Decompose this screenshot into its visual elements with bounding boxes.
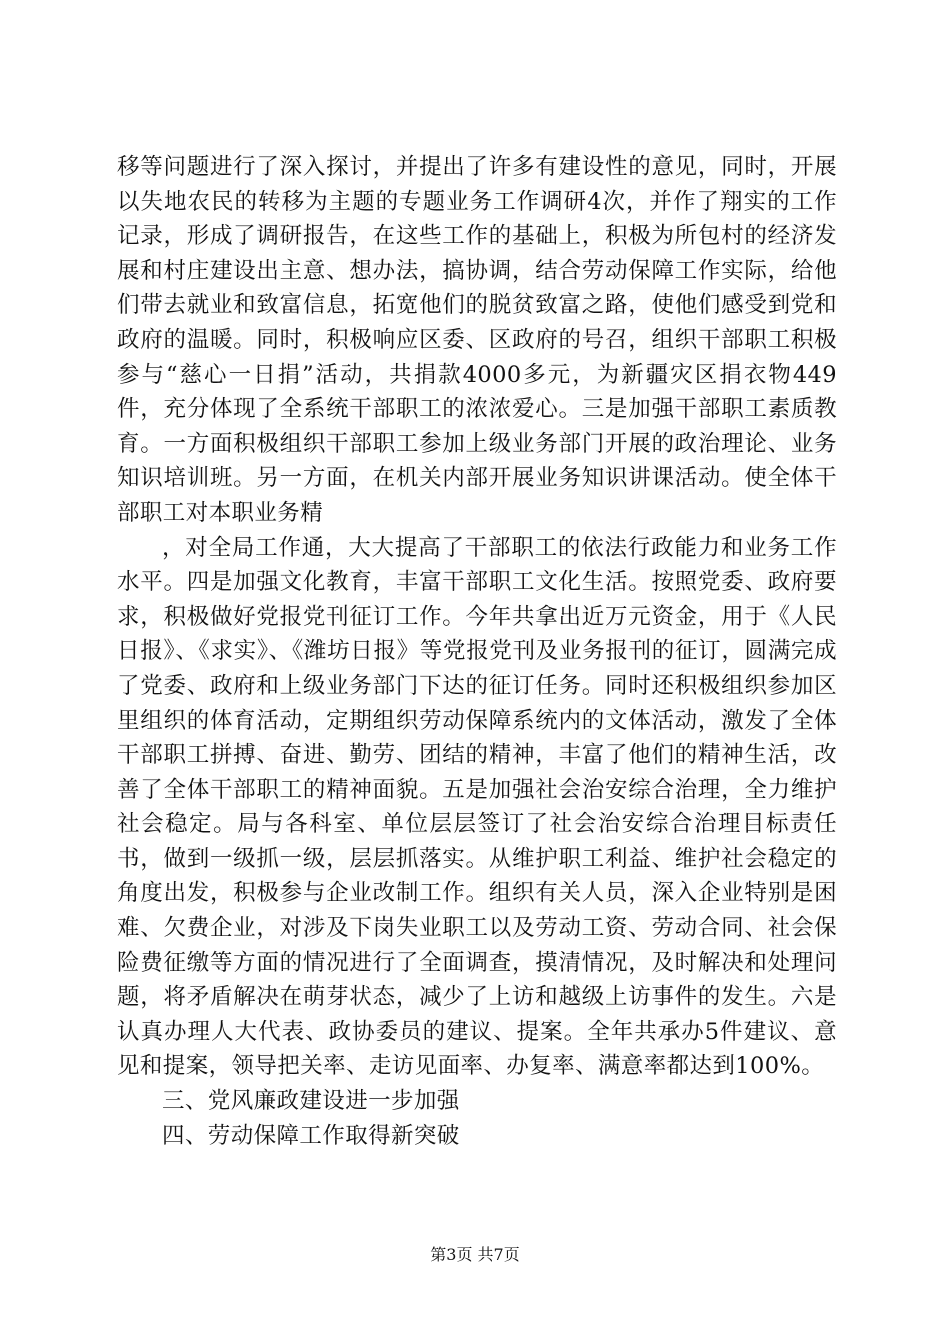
section-heading-3: 三、党风廉政建设进一步加强: [162, 1088, 460, 1115]
document-body: [117, 150, 837, 1153]
page-number: 第3页 共7页: [430, 1245, 520, 1264]
paragraph-continuation: 移等问题进行了深入探讨，并提出了许多有建设性的意见，同时，开展以失地农民的转移为主题的专题业务工作调研4次，并作了翔实的工作记录，形成了调研报告，在这些工作的基础上，积极为所包村的经济发展和村庄建设出主意、想办法，搞协调，结合劳动保障工作实际，给他们带去就业和致富信息，拓宽他们的脱贫致富之路，使他们感受到党和政府的温暖。同时，积极响应区委、区政府的号召，组织干部职工积极参与“慈心一日捐”活动，共捐款4000多元，为新疆灾区捐衣物449件，充分体现了全系统干部职工的浓浓爱心。三是加强干部职工素质教育。一方面积极组织干部职工参加上级业务部门开展的政治理论、业务知识培训班。另一方面，在机关内部开展业务知识讲课活动。使全体干部职工对本职业务精: [117, 154, 837, 526]
section-heading-4: 四、劳动保障工作取得新突破: [162, 1122, 460, 1149]
paragraph-main: ，对全局工作通，大大提高了干部职工的依法行政能力和业务工作水平。四是加强文化教育，丰富干部职工文化生活。按照党委、政府要求，积极做好党报党刊征订工作。今年共拿出近万元资金，用于《人民日报》、《求实》、《潍坊日报》等党报党刊及业务报刊的征订，圆满完成了党委、政府和上级业务部门下达的征订任务。同时还积极组织参加区里组织的体育活动，定期组织劳动保障系统内的文体活动，激发了全体干部职工拼搏、奋进、勤劳、团结的精神，丰富了他们的精神生活，改善了全体干部职工的精神面貌。五是加强社会治安综合治理，全力维护社会稳定。局与各科室、单位层层签订了社会治安综合治理目标责任书，做到一级抓一级，层层抓落实。从维护职工利益、维护社会稳定的角度出发，积极参与企业改制工作。组织有关人员，深入企业特别是困难、欠费企业，对涉及下岗失业职工以及劳动工资、劳动合同、社会保险费征缴等方面的情况进行了全面调查，摸清情况，及时解决和处理问题，将矛盾解决在萌芽状态，减少了上访和越级上访事件的发生。六是认真办理人大代表、政协委员的建议、提案。全年共承办5件建议、意见和提案，领导把关率、走访见面率、办复率、满意率都达到100%。: [117, 534, 837, 1080]
